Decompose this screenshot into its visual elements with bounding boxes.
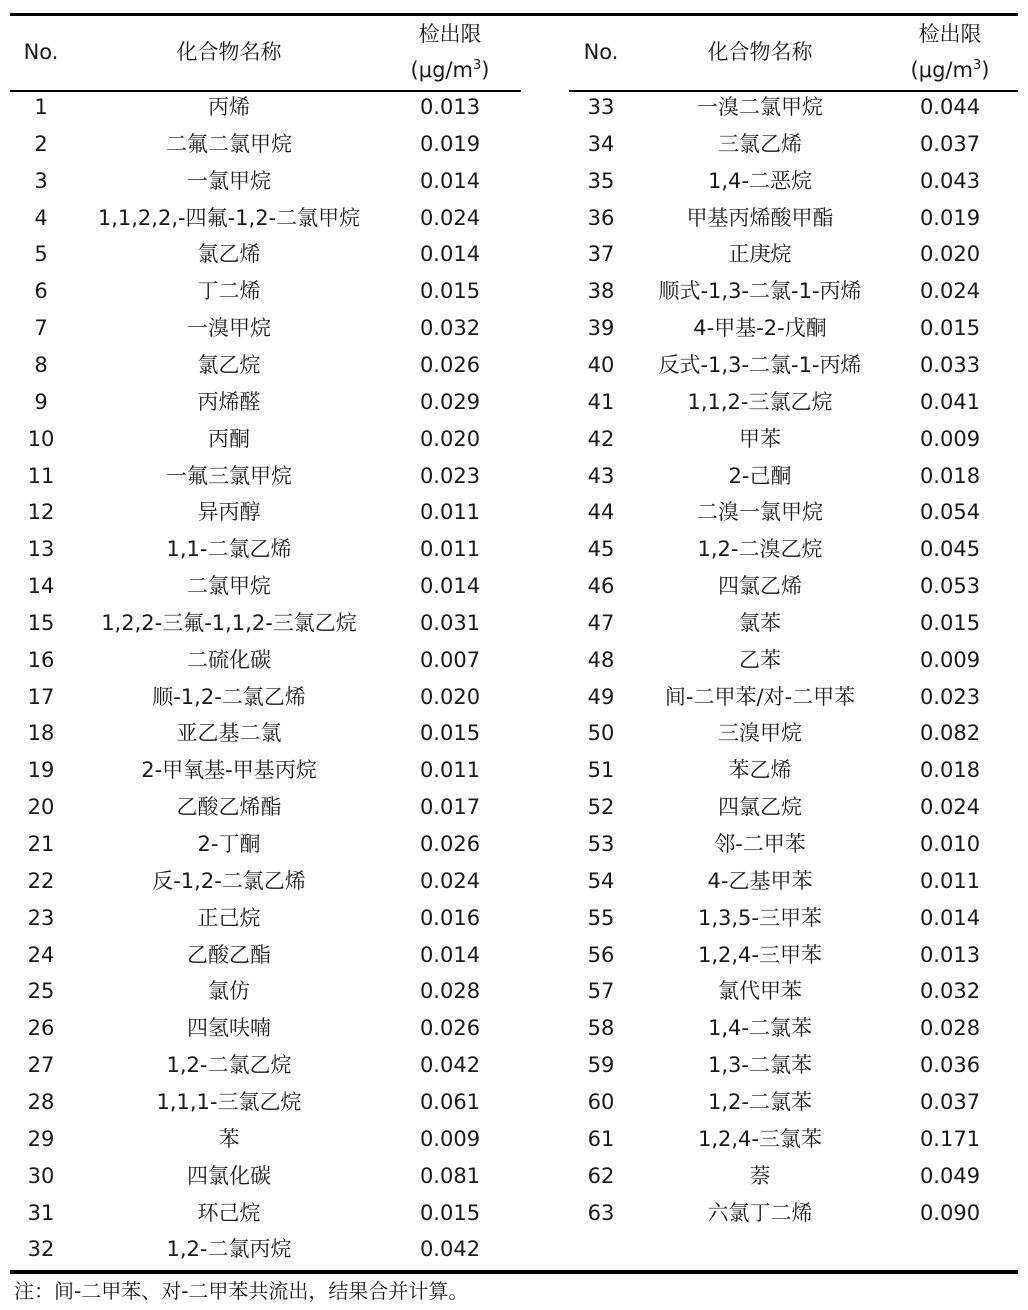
compound-name: 甲基丙烯酸甲酯 — [686, 205, 834, 230]
compound-name: 二硫化碳 — [187, 647, 271, 672]
row-number: 33 — [587, 95, 615, 119]
table-row — [0, 163, 1028, 200]
compound-name: 反-1,2-二氯乙烯 — [152, 868, 306, 893]
compound-name: 氯乙烷 — [197, 352, 261, 377]
row-number: 8 — [34, 352, 48, 377]
table-row — [0, 126, 1028, 163]
detection-limit: 0.026 — [419, 352, 481, 377]
compound-name: 正己烷 — [197, 905, 261, 930]
compound-name: 环己烷 — [197, 1200, 261, 1225]
row-number: 19 — [27, 758, 55, 783]
row-number: 62 — [587, 1163, 615, 1188]
table-row — [0, 273, 1028, 310]
table-row — [0, 863, 1028, 900]
header-no: No. — [23, 40, 59, 64]
compound-name: 4-甲基-2-戊酮 — [693, 316, 827, 341]
row-number: 12 — [27, 500, 55, 525]
detection-limit: 0.054 — [919, 500, 981, 525]
header-limit-label: 检出限 — [418, 22, 482, 46]
table-row — [0, 605, 1028, 642]
row-number: 45 — [587, 537, 615, 562]
detection-limit: 0.033 — [919, 352, 981, 377]
header-compound-name: 化合物名称 — [707, 40, 813, 64]
row-number: 39 — [587, 316, 615, 341]
row-number: 25 — [27, 979, 55, 1004]
detection-limit: 0.082 — [919, 721, 981, 746]
compound-name: 1,2,4-三氯苯 — [697, 1126, 822, 1151]
row-number: 46 — [587, 574, 615, 599]
detection-limit: 0.026 — [419, 832, 481, 856]
detection-limit: 0.037 — [919, 1089, 981, 1114]
table-top-rule — [10, 13, 1018, 16]
compound-name: 氯仿 — [208, 979, 250, 1004]
compound-name: 亚乙基二氯 — [176, 721, 282, 746]
row-number: 9 — [34, 389, 48, 414]
table-bottom-rule — [10, 1270, 1018, 1274]
compound-name: 4-乙基甲苯 — [707, 868, 813, 893]
row-number: 43 — [587, 463, 615, 488]
detection-limit: 0.009 — [919, 426, 981, 451]
detection-limit: 0.015 — [919, 316, 981, 341]
header-limit-unit: $(\mu g/m^3)$ — [910, 58, 990, 82]
detection-limit: 0.029 — [419, 389, 481, 414]
table-row — [0, 458, 1028, 495]
compound-name: 二溴一氯甲烷 — [697, 500, 823, 525]
detection-limit: 0.011 — [419, 537, 481, 562]
detection-limit: 0.007 — [419, 647, 481, 672]
detection-limit: 0.028 — [419, 979, 481, 1004]
header-compound-name: 化合物名称 — [176, 40, 282, 64]
detection-limit: 0.009 — [919, 647, 981, 672]
detection-limit: 0.020 — [919, 242, 981, 267]
table-row — [0, 642, 1028, 679]
table-row — [0, 568, 1028, 605]
compound-name: 四氯化碳 — [187, 1163, 271, 1188]
row-number: 5 — [34, 242, 48, 267]
detection-limit: 0.053 — [919, 574, 981, 599]
compound-name: 正庚烷 — [728, 242, 792, 267]
detection-limit: 0.043 — [919, 168, 981, 193]
table-row — [0, 494, 1028, 531]
compound-name: 六氯丁二烯 — [707, 1200, 813, 1225]
row-number: 20 — [27, 795, 55, 820]
table-row — [0, 1047, 1028, 1084]
compound-name: 丁二烯 — [197, 279, 261, 304]
detection-limit: 0.026 — [419, 1016, 481, 1041]
row-number: 23 — [27, 905, 55, 930]
detection-limit: 0.015 — [919, 610, 981, 635]
table-row — [0, 1084, 1028, 1121]
row-number: 57 — [587, 979, 615, 1004]
detection-limit: 0.024 — [419, 205, 481, 230]
detection-limit: 0.081 — [419, 1163, 481, 1188]
row-number: 44 — [587, 500, 615, 525]
compound-name: 顺式-1,3-二氯-1-丙烯 — [658, 279, 862, 304]
row-number: 27 — [27, 1053, 55, 1078]
detection-limit: 0.024 — [919, 795, 981, 820]
detection-limit: 0.031 — [419, 610, 481, 635]
detection-limit: 0.020 — [419, 684, 481, 709]
detection-limit: 0.171 — [919, 1126, 981, 1151]
header-limit-unit: $(\mu g/m^3)$ — [410, 58, 490, 82]
compound-name: 1,4-二氯苯 — [708, 1016, 812, 1041]
table-row — [0, 789, 1028, 826]
row-number: 60 — [587, 1089, 615, 1114]
compound-name: 2-丁酮 — [197, 832, 261, 856]
row-number: 54 — [587, 868, 615, 893]
detection-limit: 0.019 — [419, 131, 481, 156]
header-detection-limit — [880, 18, 1020, 86]
compound-name: 异丙醇 — [197, 500, 261, 525]
header-detection-limit — [380, 18, 520, 86]
row-number: 24 — [27, 942, 55, 967]
compound-name: 氯苯 — [739, 610, 781, 635]
row-number: 41 — [587, 389, 615, 414]
row-number: 22 — [27, 868, 55, 893]
compound-name: 乙酸乙烯酯 — [176, 795, 282, 820]
row-number: 61 — [587, 1126, 615, 1151]
detection-limit: 0.036 — [919, 1053, 981, 1078]
row-number: 15 — [27, 610, 55, 635]
detection-limit: 0.032 — [419, 316, 481, 341]
compound-name: 丙烯 — [208, 95, 250, 119]
compound-name: 丙酮 — [208, 426, 250, 451]
detection-limit: 0.044 — [919, 95, 981, 119]
row-number: 31 — [27, 1200, 55, 1225]
detection-limit: 0.090 — [919, 1200, 981, 1225]
compound-name: 反式-1,3-二氯-1-丙烯 — [658, 352, 862, 377]
table-row — [0, 679, 1028, 716]
compound-name: 1,1-二氯乙烯 — [166, 537, 292, 562]
detection-limit: 0.032 — [919, 979, 981, 1004]
table-row — [0, 89, 1028, 126]
detection-limit: 0.015 — [419, 721, 481, 746]
compound-name: 1,2-二氯乙烷 — [166, 1053, 292, 1078]
row-number: 26 — [27, 1016, 55, 1041]
detection-limit: 0.028 — [919, 1016, 981, 1041]
detection-limit: 0.045 — [919, 537, 981, 562]
table-row — [0, 1231, 1028, 1268]
row-number: 1 — [34, 95, 48, 119]
compound-name: 乙苯 — [739, 647, 781, 672]
detection-limit: 0.042 — [419, 1237, 481, 1262]
compound-name: 1,2-二氯苯 — [708, 1089, 812, 1114]
compound-name: 四氢呋喃 — [187, 1016, 271, 1041]
row-number: 21 — [27, 832, 55, 856]
table-row — [0, 310, 1028, 347]
header-no: No. — [583, 40, 619, 64]
row-number: 17 — [27, 684, 55, 709]
compound-name: 1,2,4-三甲苯 — [697, 942, 822, 967]
compound-name: 一氯甲烷 — [187, 168, 271, 193]
compound-name: 苯乙烯 — [728, 758, 792, 783]
compound-name: 三溴甲烷 — [718, 721, 802, 746]
compound-name: 乙酸乙酯 — [187, 942, 271, 967]
detection-limit: 0.024 — [919, 279, 981, 304]
table-row — [0, 200, 1028, 237]
row-number: 11 — [27, 463, 55, 488]
compound-name: 2-己酮 — [728, 463, 792, 488]
row-number: 63 — [587, 1200, 615, 1225]
compound-name: 丙烯醛 — [197, 389, 261, 414]
row-number: 14 — [27, 574, 55, 599]
row-number: 42 — [587, 426, 615, 451]
detection-limit: 0.015 — [419, 1200, 481, 1225]
detection-limit: 0.024 — [419, 868, 481, 893]
detection-limit: 0.037 — [919, 131, 981, 156]
row-number: 34 — [587, 131, 615, 156]
table-row — [0, 531, 1028, 568]
row-number: 3 — [34, 168, 48, 193]
table-row — [0, 715, 1028, 752]
table-row — [0, 421, 1028, 458]
compound-name: 一氟三氯甲烷 — [166, 463, 292, 488]
table-row — [0, 1158, 1028, 1195]
compound-name: 三氯乙烯 — [718, 131, 802, 156]
detection-limit: 0.011 — [919, 868, 981, 893]
row-number: 7 — [34, 316, 48, 341]
compound-name: 间-二甲苯/对-二甲苯 — [664, 684, 856, 709]
detection-limit: 0.017 — [419, 795, 481, 820]
compound-name: 1,2-二氯丙烷 — [166, 1237, 292, 1262]
detection-limit: 0.049 — [919, 1163, 981, 1188]
table-row — [0, 1195, 1028, 1232]
row-number: 2 — [34, 131, 48, 156]
table-row — [0, 1010, 1028, 1047]
compound-name: 四氯乙烯 — [718, 574, 802, 599]
compound-name: 1,4-二恶烷 — [708, 168, 812, 193]
row-number: 49 — [587, 684, 615, 709]
row-number: 37 — [587, 242, 615, 267]
compound-name: 邻-二甲苯 — [714, 832, 806, 856]
compound-name: 1,1,2-三氯乙烷 — [687, 389, 833, 414]
row-number: 47 — [587, 610, 615, 635]
compound-name: 1,2-二溴乙烷 — [697, 537, 823, 562]
detection-limit: 0.011 — [419, 758, 481, 783]
compound-name: 氯代甲苯 — [718, 979, 802, 1004]
detection-limit: 0.014 — [419, 942, 481, 967]
compound-name: 1,3-二氯苯 — [708, 1053, 812, 1078]
detection-limit: 0.013 — [419, 95, 481, 119]
row-number: 10 — [27, 426, 55, 451]
table-row — [0, 900, 1028, 937]
row-number: 6 — [34, 279, 48, 304]
row-number: 58 — [587, 1016, 615, 1041]
compound-name: 四氯乙烷 — [718, 795, 802, 820]
row-number: 35 — [587, 168, 615, 193]
detection-limit: 0.018 — [919, 758, 981, 783]
table-row — [0, 752, 1028, 789]
row-number: 59 — [587, 1053, 615, 1078]
compound-name: 萘 — [749, 1163, 771, 1188]
table-row — [0, 236, 1028, 273]
row-number: 13 — [27, 537, 55, 562]
row-number: 56 — [587, 942, 615, 967]
row-number: 48 — [587, 647, 615, 672]
compound-name: 1,3,5-三甲苯 — [697, 905, 822, 930]
compound-name: 一溴甲烷 — [187, 316, 271, 341]
row-number: 30 — [27, 1163, 55, 1188]
compound-name: 顺-1,2-二氯乙烯 — [152, 684, 306, 709]
table-row — [0, 973, 1028, 1010]
detection-limit: 0.041 — [919, 389, 981, 414]
detection-limit: 0.019 — [919, 205, 981, 230]
detection-limit: 0.023 — [919, 684, 981, 709]
table-row — [0, 826, 1028, 863]
detection-limit: 0.013 — [919, 942, 981, 967]
compound-name: 一溴二氯甲烷 — [697, 95, 823, 119]
detection-limit: 0.018 — [919, 463, 981, 488]
detection-limit: 0.014 — [419, 242, 481, 267]
detection-limit: 0.014 — [419, 574, 481, 599]
compound-name: 二氟二氯甲烷 — [166, 131, 292, 156]
detection-limit: 0.015 — [419, 279, 481, 304]
header-limit-label: 检出限 — [918, 22, 982, 46]
table-footnote: 注：间-二甲苯、对-二甲苯共流出，结果合并计算。 — [14, 1279, 469, 1303]
row-number: 28 — [27, 1089, 55, 1114]
compound-name: 甲苯 — [739, 426, 781, 451]
row-number: 40 — [587, 352, 615, 377]
row-number: 36 — [587, 205, 615, 230]
detection-limit: 0.009 — [419, 1126, 481, 1151]
detection-limit: 0.042 — [419, 1053, 481, 1078]
detection-limit: 0.016 — [419, 905, 481, 930]
row-number: 52 — [587, 795, 615, 820]
row-number: 29 — [27, 1126, 55, 1151]
detection-limit: 0.014 — [419, 168, 481, 193]
compound-name: 苯 — [218, 1126, 240, 1151]
row-number: 55 — [587, 905, 615, 930]
compound-name: 1,1,2,2,-四氟-1,2-二氯甲烷 — [97, 205, 361, 230]
detection-limit: 0.023 — [419, 463, 481, 488]
row-number: 4 — [34, 205, 48, 230]
row-number: 16 — [27, 647, 55, 672]
table-row — [0, 1121, 1028, 1158]
table-row — [0, 347, 1028, 384]
row-number: 32 — [27, 1237, 55, 1262]
compound-name: 2-甲氧基-甲基丙烷 — [141, 758, 317, 783]
row-number: 18 — [27, 721, 55, 746]
detection-limit: 0.061 — [419, 1089, 481, 1114]
row-number: 50 — [587, 721, 615, 746]
detection-limit: 0.020 — [419, 426, 481, 451]
compound-name: 1,2,2-三氟-1,1,2-三氯乙烷 — [101, 610, 357, 635]
detection-limit: 0.010 — [919, 832, 981, 856]
table-row — [0, 937, 1028, 974]
compound-name: 1,1,1-三氯乙烷 — [156, 1089, 302, 1114]
compound-name: 氯乙烯 — [197, 242, 261, 267]
table-row — [0, 384, 1028, 421]
compound-name: 二氯甲烷 — [187, 574, 271, 599]
detection-limit: 0.011 — [419, 500, 481, 525]
detection-limit: 0.014 — [919, 905, 981, 930]
row-number: 53 — [587, 832, 615, 856]
row-number: 38 — [587, 279, 615, 304]
row-number: 51 — [587, 758, 615, 783]
